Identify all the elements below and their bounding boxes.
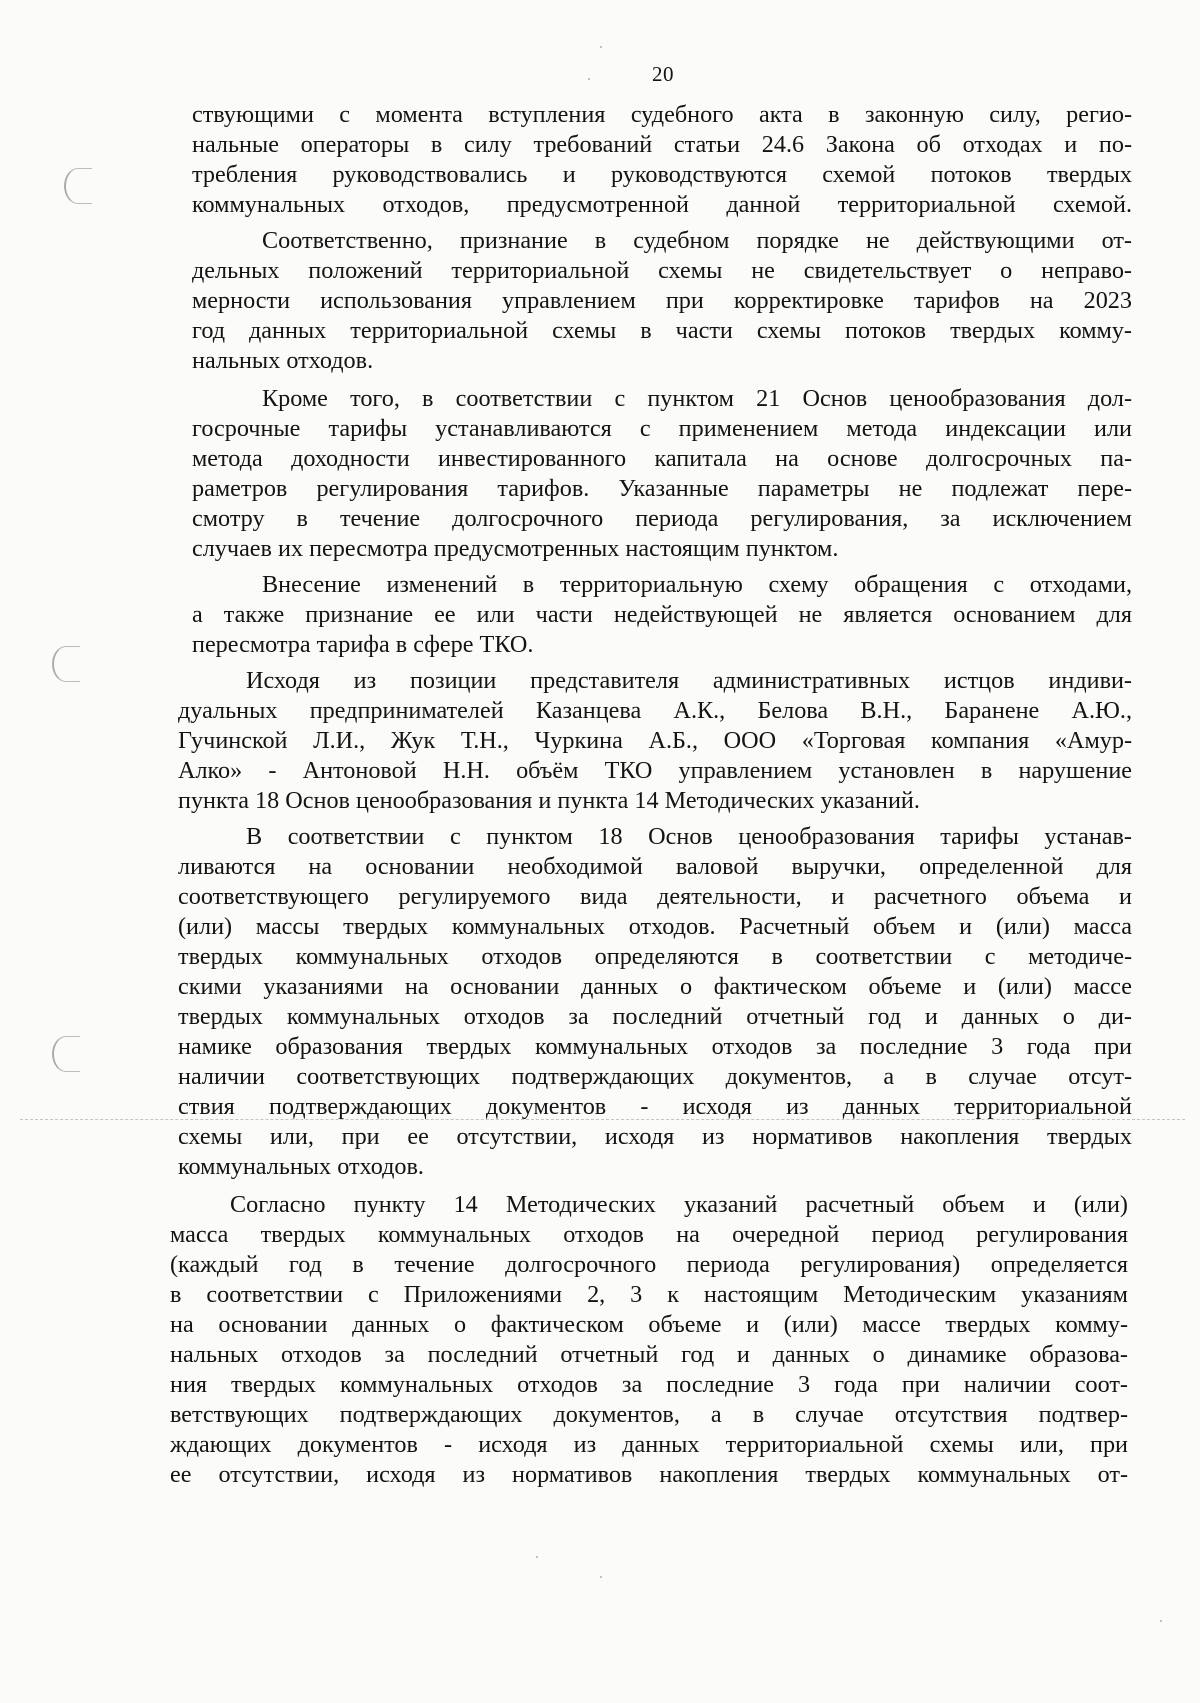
scan-speck [600, 1576, 602, 1578]
text-line: мерности использования управлением при корректировке тарифов на 2023 [192, 287, 1132, 314]
text-line: твердых коммунальных отходов определяются в соответствии с методиче- [178, 943, 1132, 970]
text-line: дельных положений территориальной схемы не свидетельствует о неправо- [192, 257, 1132, 284]
paragraph-first-line: Кроме того, в соответствии с пунктом 21 Основ ценообразования дол- [262, 385, 1132, 412]
text-line: в соответствии с Приложениями 2, 3 к настоящим Методическим указаниям [170, 1281, 1128, 1308]
text-line: (каждый год в течение долгосрочного периода регулирования) определяется [170, 1251, 1128, 1278]
text-line: дуальных предпринимателей Казанцева А.К., Белова В.Н., Баранене А.Ю., [178, 697, 1132, 724]
page-number: 20 [652, 62, 674, 86]
text-line: метода доходности инвестированного капитала на основе долгосрочных па- [192, 445, 1132, 472]
text-line: а также признание ее или части недействующей не является основанием для [192, 601, 1132, 628]
text-line: ствия подтверждающих документов - исходя из данных территориальной [178, 1093, 1132, 1120]
text-line: нальные операторы в силу требований статьи 24.6 Закона об отходах и по- [192, 131, 1132, 158]
text-line: смотру в течение долгосрочного периода регулирования, за исключением [192, 505, 1132, 532]
text-line: коммунальных отходов, предусмотренной данной территориальной схемой. [192, 191, 1132, 218]
text-line: соответствующего регулируемого вида деятельности, и расчетного объема и [178, 883, 1132, 910]
text-line: ния твердых коммунальных отходов за последние 3 года при наличии соот- [170, 1371, 1128, 1398]
text-line: ветствующих подтверждающих документов, а в случае отсутствия подтвер- [170, 1401, 1128, 1428]
paragraph-first-line: Согласно пункту 14 Методических указаний расчетный объем и (или) [230, 1191, 1128, 1218]
text-line: масса твердых коммунальных отходов на очередной период регулирования [170, 1221, 1128, 1248]
punch-hole-mark [52, 1036, 80, 1072]
punch-hole-mark [64, 168, 92, 204]
text-line: раметров регулирования тарифов. Указанные параметры не подлежат пере- [192, 475, 1132, 502]
text-line: пункта 18 Основ ценообразования и пункта 14 Методических указаний. [178, 787, 920, 814]
scan-artifact-line [20, 1119, 1185, 1120]
text-line: намике образования твердых коммунальных отходов за последние 3 года при [178, 1033, 1132, 1060]
scan-speck [536, 1556, 538, 1558]
text-line: Алко» - Антоновой Н.Н. объём ТКО управлением установлен в нарушение [178, 757, 1132, 784]
paragraph-first-line: В соответствии с пунктом 18 Основ ценообразования тарифы устанав- [246, 823, 1132, 850]
paragraph-first-line: Внесение изменений в территориальную схему обращения с отходами, [262, 571, 1132, 598]
paragraph-first-line: Соответственно, признание в судебном порядке не действующими от- [262, 227, 1132, 254]
paragraph-first-line: Исходя из позиции представителя административных истцов индиви- [246, 667, 1132, 694]
text-line: (или) массы твердых коммунальных отходов. Расчетный объем и (или) масса [178, 913, 1132, 940]
scan-speck [1160, 1620, 1162, 1622]
scan-speck [600, 46, 602, 48]
text-line: ствующими с момента вступления судебного акта в законную силу, регио- [192, 101, 1132, 128]
text-line: схемы или, при ее отсутствии, исходя из нормативов накопления твердых [178, 1123, 1132, 1150]
text-line: твердых коммунальных отходов за последний отчетный год и данных о ди- [178, 1003, 1132, 1030]
text-line: госрочные тарифы устанавливаются с применением метода индексации или [192, 415, 1132, 442]
text-line: пересмотра тарифа в сфере ТКО. [192, 631, 534, 658]
text-line: скими указаниями на основании данных о фактическом объеме и (или) массе [178, 973, 1132, 1000]
text-line: наличии соответствующих подтверждающих документов, а в случае отсут- [178, 1063, 1132, 1090]
punch-hole-mark [52, 646, 80, 682]
text-line: требления руководствовались и руководствуются схемой потоков твердых [192, 161, 1132, 188]
text-line: на основании данных о фактическом объеме и (или) массе твердых комму- [170, 1311, 1128, 1338]
text-line: ливаются на основании необходимой валовой выручки, определенной для [178, 853, 1132, 880]
text-line: ждающих документов - исходя из данных территориальной схемы или, при [170, 1431, 1128, 1458]
text-line: нальных отходов. [192, 347, 374, 374]
text-line: коммунальных отходов. [178, 1153, 424, 1180]
text-line: Гучинской Л.И., Жук Т.Н., Чуркина А.Б., ООО «Торговая компания «Амур- [178, 727, 1132, 754]
text-line: год данных территориальной схемы в части схемы потоков твердых комму- [192, 317, 1132, 344]
text-line: случаев их пересмотра предусмотренных настоящим пунктом. [192, 535, 839, 562]
text-line: нальных отходов за последний отчетный год и данных о динамике образова- [170, 1341, 1128, 1368]
scan-speck [588, 78, 590, 80]
text-line: ее отсутствии, исходя из нормативов накопления твердых коммунальных от- [170, 1461, 1128, 1488]
